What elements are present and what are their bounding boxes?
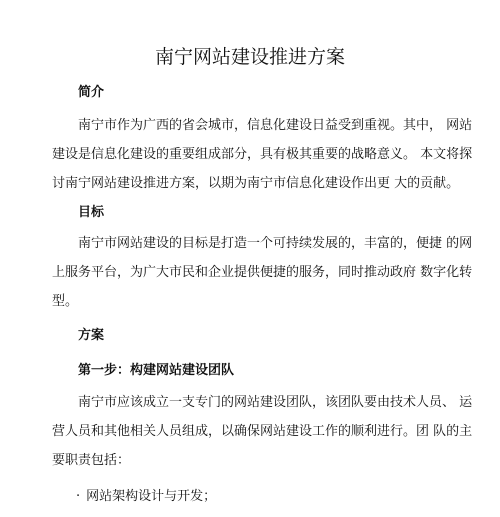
paragraph-line: 要职责包括： [52, 453, 131, 468]
paragraph-line: 南宁市作为广西的省会城市，信息化建设日益受到重视。其中， 网站 [78, 118, 473, 133]
paragraph-line: 南宁市网站建设的目标是打造一个可持续发展的，丰富的，便捷 的网 [78, 236, 473, 251]
paragraph-line: 讨南宁网站建设推进方案，以期为南宁市信息化建设作出更 大的贡献。 [52, 176, 460, 191]
step1-paragraph [52, 388, 473, 475]
paragraph-line: 上服务平台，为广大市民和企业提供便捷的服务，同时推动政府 数字化转 [52, 265, 473, 280]
intro-paragraph [52, 111, 473, 198]
bullet-dot-icon: · [76, 489, 81, 504]
document-title: 南宁网站建设推进方案 [154, 46, 345, 68]
section-heading-intro: 简介 [78, 85, 105, 100]
paragraph-line: 南宁市应该成立一支专门的网站建设团队，该团队要由技术人员、 运 [78, 395, 473, 410]
paragraph-line: 型。 [52, 294, 79, 309]
bullet-text: 网站架构设计与开发； [86, 489, 217, 504]
paragraph-line: 营人员和其他相关人员组成，以确保网站建设工作的顺利进行。团 队的主 [52, 424, 473, 439]
goal-paragraph [52, 229, 473, 316]
bullet-item [76, 488, 216, 506]
subsection-heading-step1: 第一步：构建网站建设团队 [78, 363, 235, 378]
section-heading-goal: 目标 [78, 205, 105, 220]
section-heading-plan: 方案 [78, 328, 105, 343]
paragraph-line: 建设是信息化建设的重要组成部分，具有极其重要的战略意义。 本文将探 [52, 147, 473, 162]
